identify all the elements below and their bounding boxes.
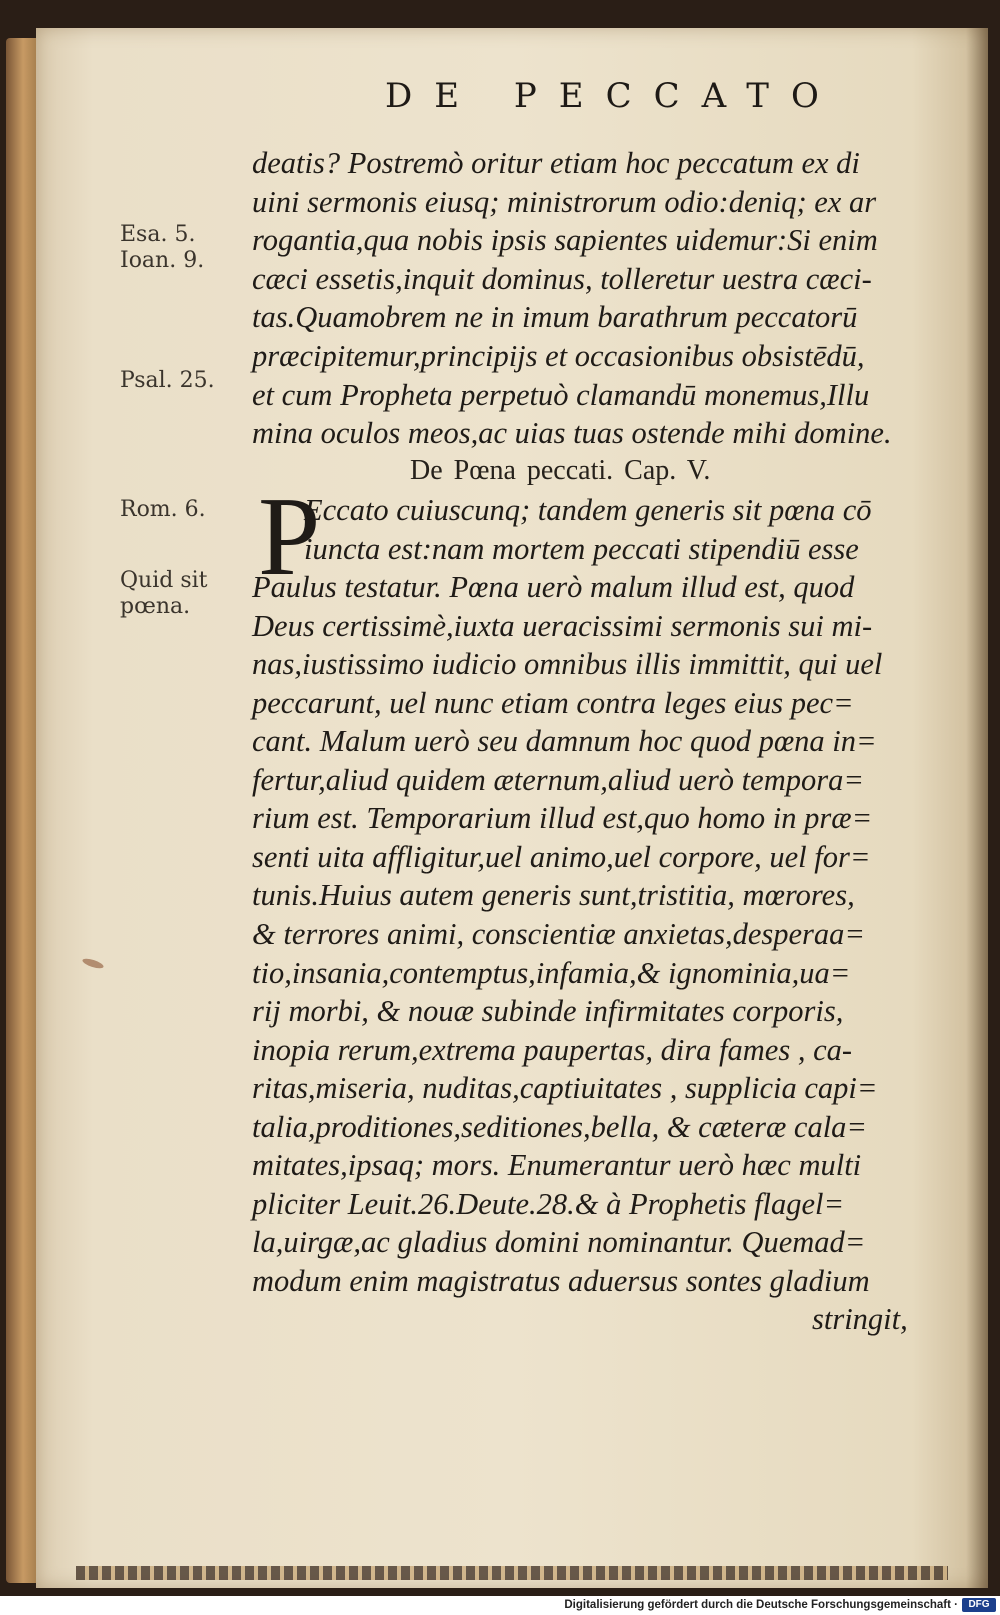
dfg-logo-icon: DFG [962,1598,996,1612]
text-line: uini sermonis eiusq; ministrorum odio:deniq; ex ar [252,184,877,219]
text-line: rogantia,qua nobis ipsis sapientes uidemur:Si enim [252,223,878,258]
text-line: modum enim magistratus aduersus sontes gladium [252,1263,870,1298]
text-line: tunis.Huius autem generis sunt,tristitia, mœrores, [252,878,855,913]
text-line: stringit, [812,1302,908,1337]
text-line: Paulus testatur. Pœna uerò malum illud est, quod [252,570,855,605]
text-line: tas.Quamobrem ne in imum barathrum peccatorū [252,300,858,335]
text-line: senti uita affligitur,uel animo,uel corpore, uel for= [252,839,871,874]
text-line: Deus certissimè,iuxta ueracissimi sermonis sui mi- [252,608,873,643]
text-line: fertur,aliud quidem æternum,aliud uerò tempora= [252,762,864,797]
text-line: rij morbi, & nouæ subinde infirmitates corporis, [252,994,844,1029]
text-line: mina oculos meos,ac uias tuas ostende mihi domine. [252,416,892,451]
margin-note-rom: Rom. 6. [120,497,206,522]
text-line: cant. Malum uerò seu damnum hoc quod pœna in= [252,724,877,759]
text-line: deatis? Postremò oritur etiam hoc peccatum ex di [252,146,860,180]
text-line: mitates,ipsaq; mors. Enumerantur uerò hæc multi [252,1148,862,1183]
margin-note-esa-ioan: Esa. 5. Ioan. 9. [120,222,205,273]
running-header: DE PECCATO [385,76,841,116]
text-line: tio,insania,contemptus,infamia,& ignominia,ua= [252,955,851,990]
text-line: Eccato cuiuscunq; tandem generis sit pœna cō [304,493,872,527]
text-line: et cum Propheta perpetuò clamandū monemus,Illu [252,377,870,412]
body-text-block [252,144,942,453]
bottom-border-decoration [76,1566,948,1580]
text-line: & terrores animi, conscientiæ anxietas,desperaa= [252,917,865,952]
text-line: iuncta est:nam mortem peccati stipendiū esse [304,531,859,566]
margin-note-quid-sit-poena: Quid sit pœna. [120,568,208,619]
dropcap-letter: P [258,475,321,599]
text-line: cæci essetis,inquit dominus, tolleretur uestra cæci- [252,261,872,296]
text-line: rium est. Temporarium illud est,quo homo in præ= [252,801,873,836]
footer-credit: Digitalisierung gefördert durch die Deutsche Forschungsgemeinschaft · [564,1599,958,1611]
text-line: præcipitemur,principijs et occasionibus obsistēdū, [252,338,865,373]
text-line: inopia rerum,extrema paupertas, dira fames , ca- [252,1032,853,1067]
text-line: la,uirgæ,ac gladius domini nominantur. Quemad= [252,1225,866,1260]
text-line: pliciter Leuit.26.Deute.28.& à Prophetis flagel= [252,1186,845,1221]
text-line: talia,proditiones,seditiones,bella, & cæteræ cala= [252,1109,868,1144]
chapter-text-block [252,491,942,1339]
chapter-heading: De Pœna peccati. Cap. V. [410,455,711,486]
margin-note-psal: Psal. 25. [120,368,215,393]
page-gutter-shadow [966,28,988,1588]
text-line: peccarunt, uel nunc etiam contra leges eius pec= [252,685,854,720]
text-line: ritas,miseria, nuditas,captiuitates , supplicia capi= [252,1071,878,1106]
text-line: nas,iustissimo iudicio omnibus illis immittit, qui uel [252,647,883,682]
